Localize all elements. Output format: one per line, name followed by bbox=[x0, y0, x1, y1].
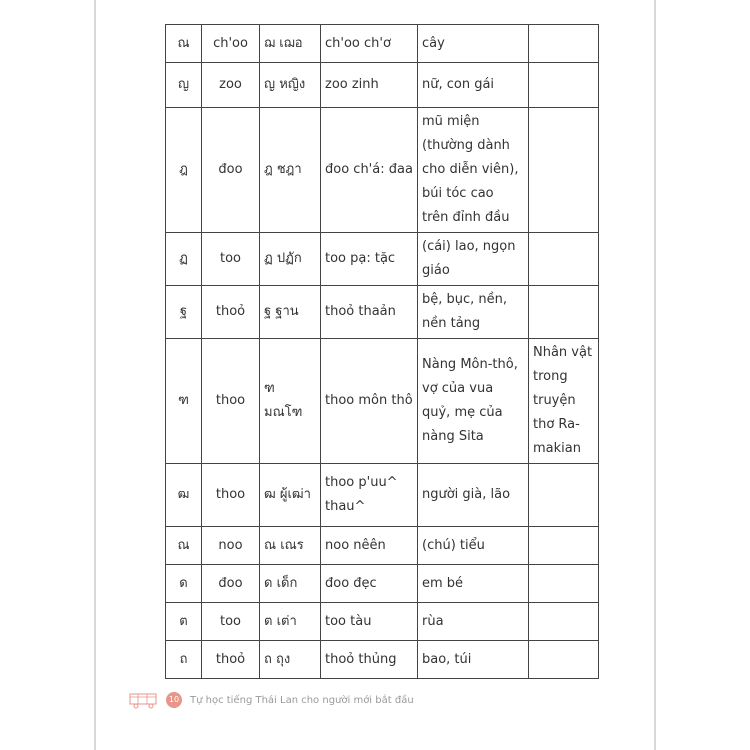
cell-note bbox=[529, 108, 599, 233]
page-footer bbox=[128, 688, 414, 712]
table-row bbox=[166, 603, 599, 641]
cell-name: thoo bbox=[202, 464, 260, 527]
cell-name: đoo bbox=[202, 565, 260, 603]
cell-reading: đoo ch'á: đaa bbox=[321, 108, 418, 233]
cell-letter: ฑ bbox=[166, 339, 202, 464]
cell-meaning: em bé bbox=[418, 565, 529, 603]
table-row bbox=[166, 464, 599, 527]
table-row bbox=[166, 641, 599, 679]
cell-letter: ญ bbox=[166, 63, 202, 108]
cell-word: ฎ ชฎา bbox=[260, 108, 321, 233]
cell-name: ch'oo bbox=[202, 25, 260, 63]
cell-name: too bbox=[202, 603, 260, 641]
cell-note: Nhân vật trong truyện thơ Ra-makian bbox=[529, 339, 599, 464]
page-border-right bbox=[654, 0, 656, 750]
cell-word: ฒ ผู้เฒ่า bbox=[260, 464, 321, 527]
cell-word: ถ ถุง bbox=[260, 641, 321, 679]
cell-note bbox=[529, 25, 599, 63]
cell-reading: thoo môn thô bbox=[321, 339, 418, 464]
cell-letter: ฒ bbox=[166, 464, 202, 527]
cell-meaning: nữ, con gái bbox=[418, 63, 529, 108]
cell-letter: ณ bbox=[166, 25, 202, 63]
cell-name: noo bbox=[202, 527, 260, 565]
cell-note bbox=[529, 233, 599, 286]
cell-meaning: mũ miện (thường dành cho diễn viên), búi tóc cao trên đỉnh đầu bbox=[418, 108, 529, 233]
cell-meaning: bệ, bục, nền, nền tảng bbox=[418, 286, 529, 339]
table-row bbox=[166, 339, 599, 464]
cell-name: thoỏ bbox=[202, 641, 260, 679]
table-row bbox=[166, 527, 599, 565]
table-row bbox=[166, 63, 599, 108]
cell-letter: ด bbox=[166, 565, 202, 603]
cell-word: ด เด็ก bbox=[260, 565, 321, 603]
cell-word: ฏ ปฏัก bbox=[260, 233, 321, 286]
cell-reading: too pạ: tặc bbox=[321, 233, 418, 286]
cell-reading: ch'oo ch'ơ bbox=[321, 25, 418, 63]
cell-note bbox=[529, 63, 599, 108]
cell-word: ฑ มณโฑ bbox=[260, 339, 321, 464]
tuk-tuk-icon bbox=[128, 691, 160, 709]
cell-note bbox=[529, 565, 599, 603]
cell-meaning: cây bbox=[418, 25, 529, 63]
cell-meaning: rùa bbox=[418, 603, 529, 641]
table-row bbox=[166, 286, 599, 339]
cell-letter: ถ bbox=[166, 641, 202, 679]
cell-note bbox=[529, 286, 599, 339]
cell-name: zoo bbox=[202, 63, 260, 108]
cell-reading: thoỏ thủng bbox=[321, 641, 418, 679]
table-row bbox=[166, 565, 599, 603]
cell-reading: noo nêên bbox=[321, 527, 418, 565]
cell-note bbox=[529, 464, 599, 527]
cell-note bbox=[529, 641, 599, 679]
cell-letter: ณ bbox=[166, 527, 202, 565]
cell-letter: ฏ bbox=[166, 233, 202, 286]
cell-name: too bbox=[202, 233, 260, 286]
cell-meaning: bao, túi bbox=[418, 641, 529, 679]
alphabet-table bbox=[165, 24, 599, 679]
cell-letter: ต bbox=[166, 603, 202, 641]
cell-word: ญ หญิง bbox=[260, 63, 321, 108]
page-number-badge: 10 bbox=[166, 692, 182, 708]
cell-meaning: (chú) tiểu bbox=[418, 527, 529, 565]
cell-note bbox=[529, 527, 599, 565]
table-row bbox=[166, 108, 599, 233]
cell-reading: thoo p'uu^ thau^ bbox=[321, 464, 418, 527]
page-border-left bbox=[94, 0, 96, 750]
cell-word: ฌ เฌอ bbox=[260, 25, 321, 63]
table-row bbox=[166, 25, 599, 63]
cell-reading: zoo zinh bbox=[321, 63, 418, 108]
table-row bbox=[166, 233, 599, 286]
cell-meaning: người già, lão bbox=[418, 464, 529, 527]
cell-reading: đoo đẹc bbox=[321, 565, 418, 603]
cell-reading: too tàu bbox=[321, 603, 418, 641]
cell-name: thoo bbox=[202, 339, 260, 464]
cell-name: đoo bbox=[202, 108, 260, 233]
cell-meaning: Nàng Môn-thô, vợ của vua quỷ, mẹ của nàng Sita bbox=[418, 339, 529, 464]
book-title: Tự học tiếng Thái Lan cho người mới bắt đầu bbox=[190, 694, 414, 706]
cell-letter: ฎ bbox=[166, 108, 202, 233]
cell-meaning: (cái) lao, ngọn giáo bbox=[418, 233, 529, 286]
cell-name: thoỏ bbox=[202, 286, 260, 339]
cell-note bbox=[529, 603, 599, 641]
cell-word: ณ เณร bbox=[260, 527, 321, 565]
cell-letter: ฐ bbox=[166, 286, 202, 339]
cell-word: ต เต่า bbox=[260, 603, 321, 641]
cell-word: ฐ ฐาน bbox=[260, 286, 321, 339]
cell-reading: thoỏ thaản bbox=[321, 286, 418, 339]
